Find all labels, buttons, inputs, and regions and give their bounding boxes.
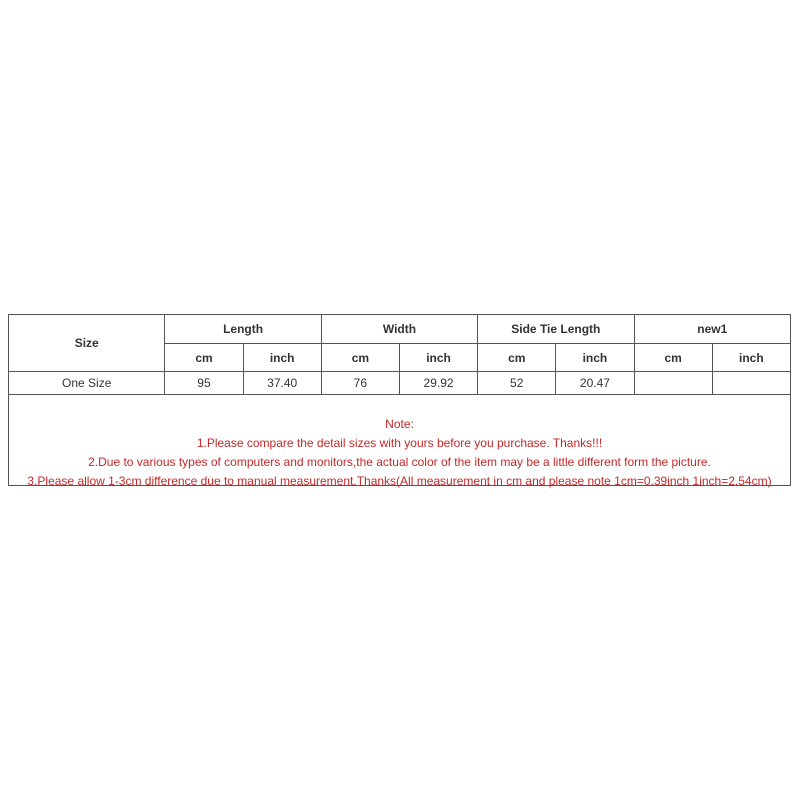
table-row bbox=[9, 372, 791, 395]
side-tie-inch-header: inch bbox=[556, 344, 634, 372]
size-header: Size bbox=[9, 315, 165, 372]
new1-inch-cell bbox=[712, 372, 790, 395]
width-header: Width bbox=[321, 315, 477, 344]
side-tie-cm-header: cm bbox=[478, 344, 556, 372]
notes-box bbox=[8, 395, 791, 486]
new1-header: new1 bbox=[634, 315, 790, 344]
new1-cm-header: cm bbox=[634, 344, 712, 372]
width-inch-header: inch bbox=[399, 344, 477, 372]
size-cell: One Size bbox=[9, 372, 165, 395]
note-line-2: 2.Due to various types of computers and monitors,the actual color of the item may be a little different form the picture. bbox=[88, 455, 711, 469]
size-chart-table bbox=[8, 314, 791, 395]
note-line-3: 3.Please allow 1-3cm difference due to manual measurement.Thanks(All measurement in cm and please note 1cm=0.39inch 1inch=2.54cm) bbox=[27, 474, 772, 488]
side-tie-length-header: Side Tie Length bbox=[478, 315, 634, 344]
length-header: Length bbox=[165, 315, 321, 344]
note-line-1: 1.Please compare the detail sizes with yours before you purchase. Thanks!!! bbox=[196, 436, 603, 450]
length-cm-cell: 95 bbox=[165, 372, 243, 395]
width-cm-header: cm bbox=[321, 344, 399, 372]
length-inch-cell: 37.40 bbox=[243, 372, 321, 395]
side-tie-cm-cell: 52 bbox=[478, 372, 556, 395]
notes-title: Note: bbox=[385, 417, 414, 431]
width-inch-cell: 29.92 bbox=[399, 372, 477, 395]
length-cm-header: cm bbox=[165, 344, 243, 372]
new1-inch-header: inch bbox=[712, 344, 790, 372]
side-tie-inch-cell: 20.47 bbox=[556, 372, 634, 395]
length-inch-header: inch bbox=[243, 344, 321, 372]
width-cm-cell: 76 bbox=[321, 372, 399, 395]
new1-cm-cell bbox=[634, 372, 712, 395]
